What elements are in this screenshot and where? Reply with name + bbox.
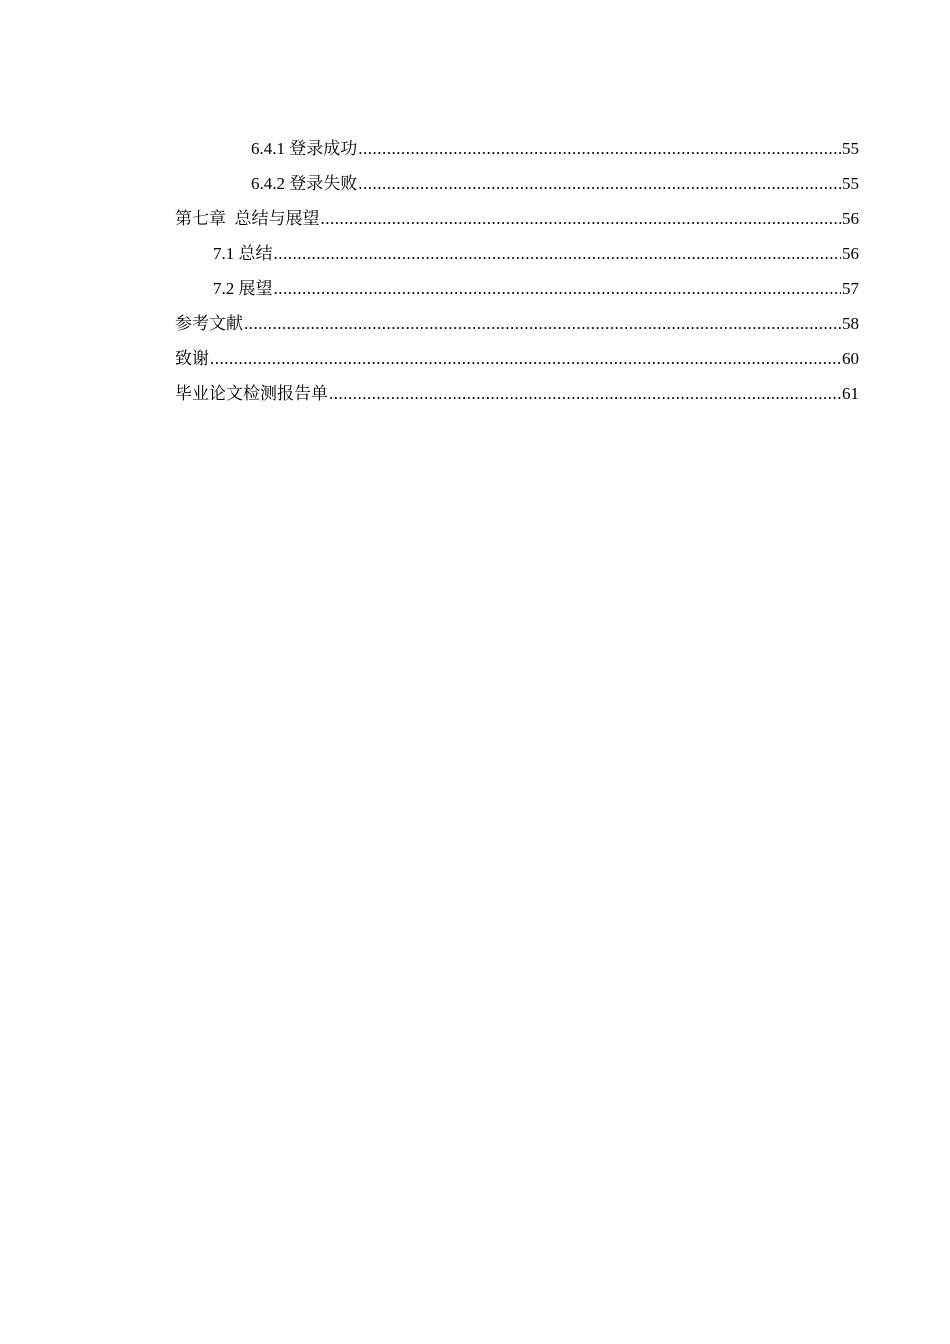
toc-entry-title: 致谢: [175, 349, 209, 368]
table-of-contents: [175, 134, 859, 414]
toc-entry-title: 7.1 总结: [213, 244, 273, 263]
toc-dot-leader: [210, 344, 841, 374]
toc-entry-title: 第七章 总结与展望: [175, 209, 320, 228]
toc-page-number: 57: [842, 279, 859, 298]
toc-entry-7-2[interactable]: [175, 274, 859, 309]
toc-page-number: 55: [842, 139, 859, 158]
toc-entry-title: 6.4.1 登录成功: [251, 139, 358, 158]
toc-dot-leader: [274, 274, 842, 304]
toc-entry-6-4-2[interactable]: [175, 169, 859, 204]
toc-entry-chapter-7[interactable]: [175, 204, 859, 239]
toc-dot-leader: [244, 309, 841, 339]
toc-dot-leader: [358, 169, 841, 199]
toc-page-number: 60: [842, 349, 859, 368]
toc-entry-title: 参考文献: [175, 314, 243, 333]
toc-entry-7-1[interactable]: [175, 239, 859, 274]
toc-entry-plagiarism-report[interactable]: [175, 379, 859, 414]
toc-dot-leader: [329, 379, 841, 409]
toc-entry-references[interactable]: [175, 309, 859, 344]
toc-page-number: 56: [842, 209, 859, 228]
toc-page-number: 55: [842, 174, 859, 193]
toc-entry-title: 6.4.2 登录失败: [251, 174, 358, 193]
toc-page-number: 61: [842, 384, 859, 403]
toc-page-number: 58: [842, 314, 859, 333]
toc-entry-acknowledgements[interactable]: [175, 344, 859, 379]
toc-dot-leader: [321, 204, 842, 234]
toc-entry-title: 毕业论文检测报告单: [175, 384, 328, 403]
toc-entry-title: 7.2 展望: [213, 279, 273, 298]
toc-dot-leader: [358, 134, 841, 164]
toc-entry-6-4-1[interactable]: [175, 134, 859, 169]
toc-page-number: 56: [842, 244, 859, 263]
toc-dot-leader: [274, 239, 842, 269]
